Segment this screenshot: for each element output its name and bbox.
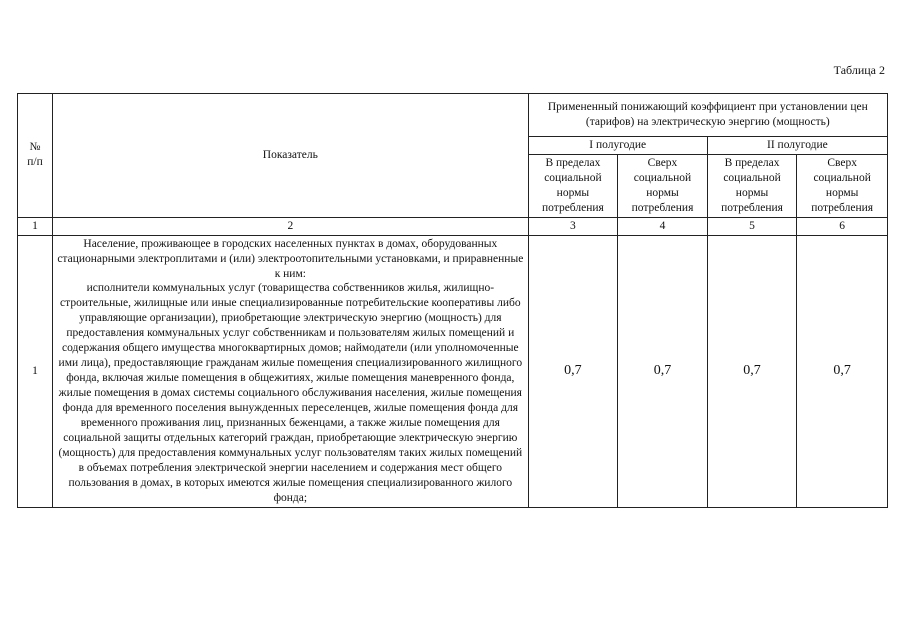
col-index: 6 <box>797 217 888 235</box>
row-value-h2-over: 0,7 <box>797 235 888 507</box>
row-value-h2-within: 0,7 <box>707 235 797 507</box>
col-index: 3 <box>528 217 618 235</box>
header-h2-over: Сверх социальной нормы потребления <box>797 154 888 217</box>
header-half-1: I полугодие <box>528 137 707 155</box>
header-half-2: II полугодие <box>707 137 887 155</box>
header-h2-within: В пределах социальной нормы потребления <box>707 154 797 217</box>
header-h1-over: Сверх социальной нормы потребления <box>618 154 708 217</box>
row-number: 1 <box>18 235 53 507</box>
header-coefficient: Примененный понижающий коэффициент при установлении цен (тарифов) на электрическую энергию (мощность) <box>528 94 887 137</box>
header-num: № п/п <box>18 94 53 218</box>
col-index: 2 <box>53 217 529 235</box>
header-h1-within: В пределах социальной нормы потребления <box>528 154 618 217</box>
row-value-h1-within: 0,7 <box>528 235 618 507</box>
col-index: 1 <box>18 217 53 235</box>
table-caption: Таблица 2 <box>833 63 885 77</box>
row-indicator-text: Население, проживающее в городских населенных пунктах в домах, оборудованных стационарными электроплитами и (или) электроотопительными установками, и приравненные к ним: исполнители коммунальных услуг (товарищества собственников жилья, жилищно-строительные, жилищные или иные специализированные потребительские кооперативы либо управляющие организации), приобретающие электрическую энергию (мощность) для предоставления коммунальных услуг собственникам и пользователям жилых помещений и содержания общего имущества многоквартирных домов; наймодатели (или уполномоченные ими лица), предоставляющие гражданам жилые помещения специализированного жилищного фонда, включая жилые помещения в общежитиях, жилые помещения маневренного фонда, жилые помещения в домах системы социального обслуживания населения, жилые помещения фонда для временного поселения вынужденных переселенцев, жилые помещения фонда для временного проживания лиц, признанных беженцами, а также жилые помещения для социальной защиты отдельных категорий граждан, приобретающие электрическую энергию (мощность) для предоставления коммунальных услуг пользователям таких жилых помещений в объемах потребления электрической энергии населением и содержания мест общего пользования в домах, в которых имеются жилые помещения специализированного жилого фонда; <box>53 235 529 507</box>
table-row <box>18 235 888 507</box>
col-index: 5 <box>707 217 797 235</box>
row-value-h1-over: 0,7 <box>618 235 708 507</box>
tariff-table <box>17 93 888 508</box>
col-index: 4 <box>618 217 708 235</box>
header-indicator: Показатель <box>53 94 529 218</box>
